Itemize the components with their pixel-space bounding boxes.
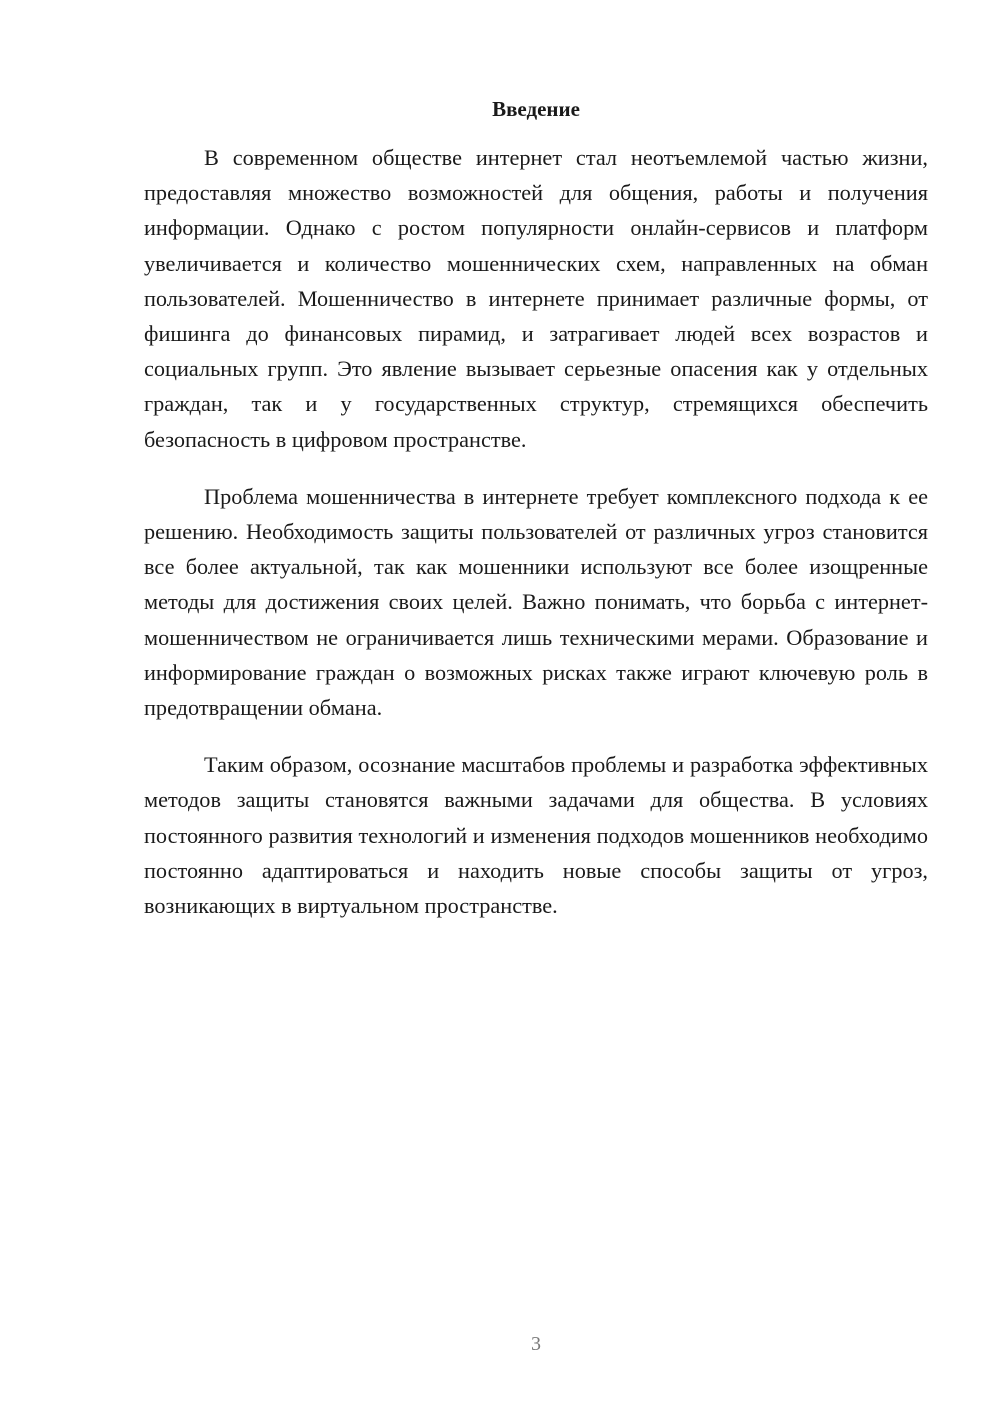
paragraph-3: Таким образом, осознание масштабов проблемы и разработка эффективных методов защиты становятся важными задачами для общества. В условиях постоянного развития технологий и изменения подходов мошенников необходимо постоянно адаптироваться и находить новые способы защиты от угроз, возникающих в виртуальном пространстве. (144, 752, 928, 919)
document-body (144, 140, 928, 945)
paragraph-2: Проблема мошенничества в интернете требует комплексного подхода к ее решению. Необходимость защиты пользователей от различных угроз становится все более актуальной, так как мошенники используют все более изощренные методы для достижения своих целей. Важно понимать, что борьба с интернет-мошенничеством не ограничивается лишь техническими мерами. Образование и информирование граждан о возможных рисках также играют ключевую роль в предотвращении обмана. (144, 483, 928, 721)
page-number: 3 (531, 1333, 541, 1355)
section-heading: Введение (492, 97, 580, 121)
paragraph-1: В современном обществе интернет стал неотъемлемой частью жизни, предоставляя множество возможностей для общения, работы и получения информации. Однако с ростом популярности онлайн-сервисов и платформ увеличивается и количество мошеннических схем, направленных на обман пользователей. Мошенничество в интернете принимает различные формы, от фишинга до финансовых пирамид, и затрагивает людей всех возрастов и социальных групп. Это явление вызывает серьезные опасения как у отдельных граждан, так и у государственных структур, стремящихся обеспечить безопасность в цифровом пространстве. (144, 145, 928, 452)
